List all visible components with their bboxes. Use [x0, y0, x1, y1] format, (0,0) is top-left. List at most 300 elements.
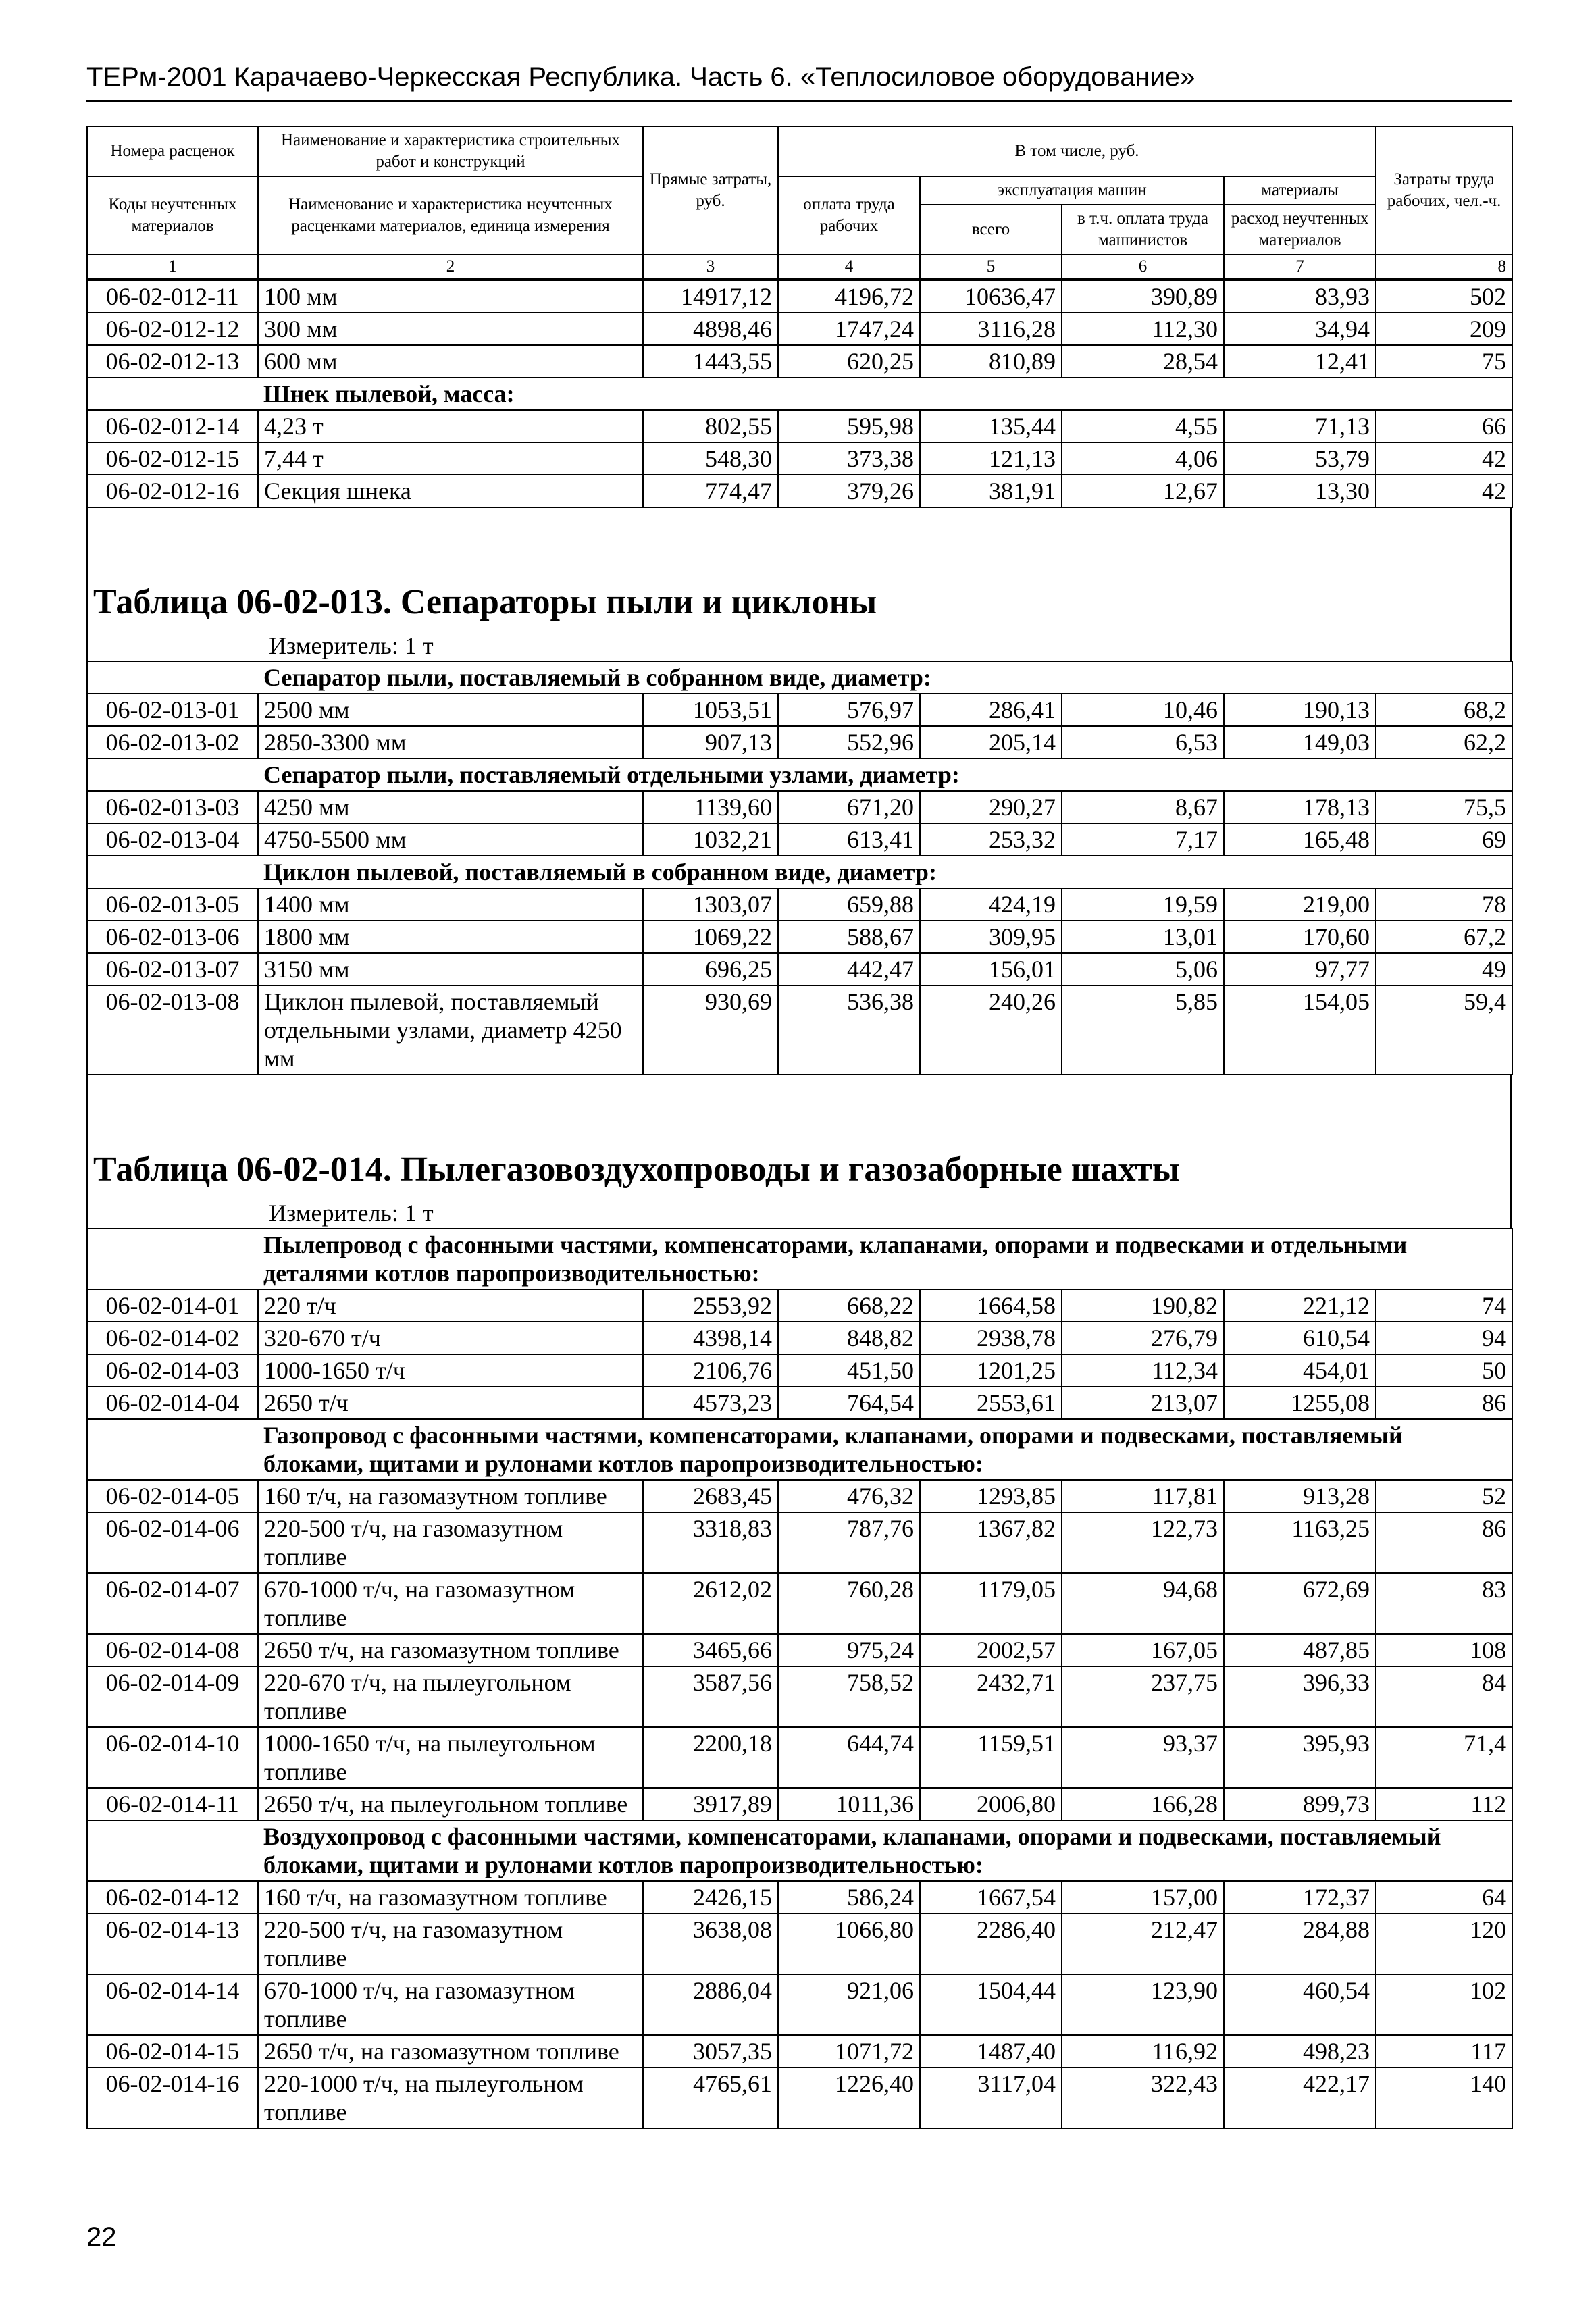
cell-worker-pay: 476,32 — [778, 1480, 920, 1512]
cell-operator-pay: 19,59 — [1062, 888, 1224, 921]
table-row — [87, 1666, 1512, 1727]
section-heading: Сепаратор пыли, поставляемый в собранном виде, диаметр: — [258, 661, 1512, 694]
cell-machines-total: 2006,80 — [920, 1788, 1062, 1820]
cell-work-name: 4750-5500 мм — [258, 823, 643, 856]
cell-direct-costs: 930,69 — [643, 985, 778, 1075]
cell-operator-pay: 390,89 — [1062, 280, 1224, 313]
cell-work-name: 7,44 т — [258, 442, 643, 475]
cell-direct-costs: 2200,18 — [643, 1727, 778, 1788]
cell-work-name: 670-1000 т/ч, на газомазутном топливе — [258, 1573, 643, 1634]
section-row — [87, 856, 1512, 888]
cell-rate-code: 06-02-014-10 — [87, 1727, 258, 1788]
cell-rate-code: 06-02-013-04 — [87, 823, 258, 856]
cell-worker-pay: 758,52 — [778, 1666, 920, 1727]
column-index-cell: 2 — [258, 255, 643, 279]
table-row — [87, 313, 1512, 345]
table-row — [87, 442, 1512, 475]
cell-direct-costs: 4765,61 — [643, 2067, 778, 2128]
cell-operator-pay: 157,00 — [1062, 1881, 1224, 1913]
cell-machines-total: 205,14 — [920, 726, 1062, 759]
document-body — [86, 126, 1512, 2129]
cell-labor-hours: 71,4 — [1376, 1727, 1512, 1788]
section-spacer-cell — [87, 759, 258, 791]
cell-labor-hours: 50 — [1376, 1354, 1512, 1387]
cell-worker-pay: 586,24 — [778, 1881, 920, 1913]
cell-worker-pay: 1071,72 — [778, 2035, 920, 2067]
cell-material-use: 97,77 — [1224, 953, 1376, 985]
cell-worker-pay: 659,88 — [778, 888, 920, 921]
cell-rate-code: 06-02-013-06 — [87, 921, 258, 953]
cell-worker-pay: 668,22 — [778, 1289, 920, 1322]
spacer — [86, 508, 1512, 548]
cell-worker-pay: 1066,80 — [778, 1913, 920, 1974]
cell-worker-pay: 451,50 — [778, 1354, 920, 1387]
cell-direct-costs: 3318,83 — [643, 1512, 778, 1573]
cell-direct-costs: 2553,92 — [643, 1289, 778, 1322]
section-row — [87, 661, 1512, 694]
cell-labor-hours: 108 — [1376, 1634, 1512, 1666]
cell-direct-costs: 2106,76 — [643, 1354, 778, 1387]
measure-013: Измеритель: 1 т — [86, 631, 1512, 661]
cell-material-use: 395,93 — [1224, 1727, 1376, 1788]
table-row — [87, 2067, 1512, 2128]
cell-operator-pay: 123,90 — [1062, 1974, 1224, 2035]
cell-machines-total: 3116,28 — [920, 313, 1062, 345]
cell-direct-costs: 2426,15 — [643, 1881, 778, 1913]
cell-rate-code: 06-02-014-07 — [87, 1573, 258, 1634]
cell-work-name: Секция шнека — [258, 475, 643, 507]
cell-labor-hours: 49 — [1376, 953, 1512, 985]
cell-labor-hours: 86 — [1376, 1387, 1512, 1419]
col-direct-costs: Прямые затраты, руб. — [643, 126, 778, 255]
table-row — [87, 823, 1512, 856]
section-spacer-cell — [87, 1419, 258, 1480]
table-row — [87, 1881, 1512, 1913]
cell-work-name: 160 т/ч, на газомазутном топливе — [258, 1480, 643, 1512]
column-index-cell: 7 — [1224, 255, 1376, 279]
cell-rate-code: 06-02-014-04 — [87, 1387, 258, 1419]
table-row — [87, 345, 1512, 378]
cell-machines-total: 156,01 — [920, 953, 1062, 985]
cell-worker-pay: 644,74 — [778, 1727, 920, 1788]
cell-work-name: 300 мм — [258, 313, 643, 345]
cell-work-name: 2650 т/ч, на газомазутном топливе — [258, 1634, 643, 1666]
cell-work-name: Циклон пылевой, поставляемый отдельными узлами, диаметр 4250 мм — [258, 985, 643, 1075]
table-row — [87, 1289, 1512, 1322]
cell-rate-code: 06-02-014-01 — [87, 1289, 258, 1322]
cell-worker-pay: 764,54 — [778, 1387, 920, 1419]
cell-labor-hours: 83 — [1376, 1573, 1512, 1634]
cell-material-use: 83,93 — [1224, 280, 1376, 313]
table-title-014: Таблица 06-02-014. Пылегазовоздухопроводы и газозаборные шахты — [86, 1116, 1512, 1198]
cell-rate-code: 06-02-014-09 — [87, 1666, 258, 1727]
cell-material-use: 422,17 — [1224, 2067, 1376, 2128]
cell-worker-pay: 576,97 — [778, 694, 920, 726]
cell-direct-costs: 3465,66 — [643, 1634, 778, 1666]
cell-material-use: 498,23 — [1224, 2035, 1376, 2067]
cell-worker-pay: 552,96 — [778, 726, 920, 759]
cell-labor-hours: 502 — [1376, 280, 1512, 313]
table-row — [87, 1512, 1512, 1573]
table-row — [87, 888, 1512, 921]
cell-worker-pay: 760,28 — [778, 1573, 920, 1634]
cell-direct-costs: 907,13 — [643, 726, 778, 759]
cell-machines-total: 290,27 — [920, 791, 1062, 823]
table-row — [87, 1913, 1512, 1974]
table-row — [87, 2035, 1512, 2067]
table-row — [87, 280, 1512, 313]
cell-operator-pay: 112,30 — [1062, 313, 1224, 345]
cell-machines-total: 240,26 — [920, 985, 1062, 1075]
column-index-cell: 8 — [1376, 255, 1512, 279]
cell-operator-pay: 167,05 — [1062, 1634, 1224, 1666]
cell-rate-code: 06-02-013-02 — [87, 726, 258, 759]
cell-rate-code: 06-02-014-14 — [87, 1974, 258, 2035]
section-spacer-cell — [87, 856, 258, 888]
cell-worker-pay: 442,47 — [778, 953, 920, 985]
cell-labor-hours: 42 — [1376, 442, 1512, 475]
section-row — [87, 1229, 1512, 1289]
cell-labor-hours: 74 — [1376, 1289, 1512, 1322]
col-work-name: Наименование и характеристика строительных работ и конструкций — [258, 126, 643, 176]
table-row — [87, 921, 1512, 953]
cell-material-use: 221,12 — [1224, 1289, 1376, 1322]
cell-labor-hours: 62,2 — [1376, 726, 1512, 759]
cell-direct-costs: 1032,21 — [643, 823, 778, 856]
cell-work-name: 320-670 т/ч — [258, 1322, 643, 1354]
cell-worker-pay: 588,67 — [778, 921, 920, 953]
cell-direct-costs: 1443,55 — [643, 345, 778, 378]
col-labor-hours: Затраты труда рабочих, чел.-ч. — [1376, 126, 1512, 255]
cell-direct-costs: 3587,56 — [643, 1666, 778, 1727]
cell-rate-code: 06-02-014-15 — [87, 2035, 258, 2067]
cell-operator-pay: 276,79 — [1062, 1322, 1224, 1354]
section-heading: Воздухопровод с фасонными частями, компенсаторами, клапанами, опорами и подвесками, поставляемый блоками, щитами и рулонами котлов паропроизводительностью: — [258, 1820, 1512, 1881]
cell-rate-code: 06-02-012-15 — [87, 442, 258, 475]
cell-labor-hours: 112 — [1376, 1788, 1512, 1820]
column-index-cell: 3 — [643, 255, 778, 279]
cell-work-name: 600 мм — [258, 345, 643, 378]
cell-direct-costs: 1069,22 — [643, 921, 778, 953]
cell-rate-code: 06-02-014-11 — [87, 1788, 258, 1820]
spacer — [86, 1075, 1512, 1116]
cell-rate-code: 06-02-012-16 — [87, 475, 258, 507]
cell-labor-hours: 66 — [1376, 410, 1512, 442]
cell-work-name: 160 т/ч, на газомазутном топливе — [258, 1881, 643, 1913]
section-spacer-cell — [87, 378, 258, 410]
cell-material-use: 178,13 — [1224, 791, 1376, 823]
cell-operator-pay: 117,81 — [1062, 1480, 1224, 1512]
cell-operator-pay: 4,55 — [1062, 410, 1224, 442]
cell-rate-code: 06-02-012-12 — [87, 313, 258, 345]
cell-rate-code: 06-02-012-13 — [87, 345, 258, 378]
col-material-name: Наименование и характеристика неучтенных расценками материалов, единица измерения — [258, 176, 643, 255]
cell-material-use: 672,69 — [1224, 1573, 1376, 1634]
cell-machines-total: 1159,51 — [920, 1727, 1062, 1788]
cell-material-use: 34,94 — [1224, 313, 1376, 345]
cell-operator-pay: 213,07 — [1062, 1387, 1224, 1419]
cell-material-use: 1163,25 — [1224, 1512, 1376, 1573]
cell-direct-costs: 3917,89 — [643, 1788, 778, 1820]
cell-material-use: 454,01 — [1224, 1354, 1376, 1387]
cell-rate-code: 06-02-014-05 — [87, 1480, 258, 1512]
cell-machines-total: 309,95 — [920, 921, 1062, 953]
cell-machines-total: 10636,47 — [920, 280, 1062, 313]
table-row — [87, 985, 1512, 1075]
cell-direct-costs: 1303,07 — [643, 888, 778, 921]
cell-rate-code: 06-02-013-05 — [87, 888, 258, 921]
cell-direct-costs: 14917,12 — [643, 280, 778, 313]
cell-operator-pay: 13,01 — [1062, 921, 1224, 953]
cell-worker-pay: 921,06 — [778, 1974, 920, 2035]
section-row — [87, 378, 1512, 410]
cell-operator-pay: 5,06 — [1062, 953, 1224, 985]
cell-labor-hours: 86 — [1376, 1512, 1512, 1573]
table-06-02-014 — [86, 1228, 1513, 2129]
cell-worker-pay: 1747,24 — [778, 313, 920, 345]
cell-worker-pay: 671,20 — [778, 791, 920, 823]
cell-worker-pay: 787,76 — [778, 1512, 920, 1573]
cell-operator-pay: 93,37 — [1062, 1727, 1224, 1788]
cell-labor-hours: 120 — [1376, 1913, 1512, 1974]
cell-material-use: 913,28 — [1224, 1480, 1376, 1512]
cell-material-use: 284,88 — [1224, 1913, 1376, 1974]
cell-direct-costs: 2886,04 — [643, 1974, 778, 2035]
cell-work-name: 1400 мм — [258, 888, 643, 921]
cell-material-use: 53,79 — [1224, 442, 1376, 475]
cell-machines-total: 810,89 — [920, 345, 1062, 378]
cell-operator-pay: 7,17 — [1062, 823, 1224, 856]
section-spacer-cell — [87, 1820, 258, 1881]
section-row — [87, 1419, 1512, 1480]
cell-rate-code: 06-02-014-16 — [87, 2067, 258, 2128]
cell-work-name: 220 т/ч — [258, 1289, 643, 1322]
table-row — [87, 1573, 1512, 1634]
cell-material-use: 154,05 — [1224, 985, 1376, 1075]
table-row — [87, 953, 1512, 985]
table-row — [87, 410, 1512, 442]
cell-direct-costs: 4898,46 — [643, 313, 778, 345]
cell-material-use: 12,41 — [1224, 345, 1376, 378]
cell-machines-total: 1179,05 — [920, 1573, 1062, 1634]
section-spacer-cell — [87, 661, 258, 694]
cell-worker-pay: 536,38 — [778, 985, 920, 1075]
cell-work-name: 220-1000 т/ч, на пылеугольном топливе — [258, 2067, 643, 2128]
cell-work-name: 4,23 т — [258, 410, 643, 442]
cell-material-use: 13,30 — [1224, 475, 1376, 507]
cell-direct-costs: 1053,51 — [643, 694, 778, 726]
cell-machines-total: 286,41 — [920, 694, 1062, 726]
cell-work-name: 4250 мм — [258, 791, 643, 823]
col-rate-number: Номера расценок — [87, 126, 258, 176]
cell-rate-code: 06-02-014-03 — [87, 1354, 258, 1387]
col-including: В том числе, руб. — [778, 126, 1376, 176]
cell-operator-pay: 6,53 — [1062, 726, 1224, 759]
cell-material-use: 149,03 — [1224, 726, 1376, 759]
cell-worker-pay: 620,25 — [778, 345, 920, 378]
cell-work-name: 2650 т/ч — [258, 1387, 643, 1419]
cell-operator-pay: 112,34 — [1062, 1354, 1224, 1387]
cell-labor-hours: 78 — [1376, 888, 1512, 921]
cell-operator-pay: 8,67 — [1062, 791, 1224, 823]
cell-operator-pay: 4,06 — [1062, 442, 1224, 475]
cell-operator-pay: 12,67 — [1062, 475, 1224, 507]
cell-machines-total: 1664,58 — [920, 1289, 1062, 1322]
cell-labor-hours: 67,2 — [1376, 921, 1512, 953]
cell-rate-code: 06-02-014-12 — [87, 1881, 258, 1913]
cell-direct-costs: 802,55 — [643, 410, 778, 442]
cell-material-use: 71,13 — [1224, 410, 1376, 442]
cell-direct-costs: 1139,60 — [643, 791, 778, 823]
cell-worker-pay: 379,26 — [778, 475, 920, 507]
cell-machines-total: 121,13 — [920, 442, 1062, 475]
cell-rate-code: 06-02-014-08 — [87, 1634, 258, 1666]
cell-labor-hours: 59,4 — [1376, 985, 1512, 1075]
cell-machines-total: 3117,04 — [920, 2067, 1062, 2128]
cell-work-name: 100 мм — [258, 280, 643, 313]
cell-work-name: 2650 т/ч, на пылеугольном топливе — [258, 1788, 643, 1820]
cell-material-use: 899,73 — [1224, 1788, 1376, 1820]
cell-operator-pay: 28,54 — [1062, 345, 1224, 378]
cell-operator-pay: 10,46 — [1062, 694, 1224, 726]
cell-labor-hours: 84 — [1376, 1666, 1512, 1727]
column-index-cell: 5 — [920, 255, 1062, 279]
cell-labor-hours: 117 — [1376, 2035, 1512, 2067]
cell-labor-hours: 140 — [1376, 2067, 1512, 2128]
cell-labor-hours: 102 — [1376, 1974, 1512, 2035]
page-header — [86, 58, 1512, 102]
cell-rate-code: 06-02-014-13 — [87, 1913, 258, 1974]
cell-worker-pay: 613,41 — [778, 823, 920, 856]
table-row — [87, 791, 1512, 823]
cell-direct-costs: 4398,14 — [643, 1322, 778, 1354]
cell-operator-pay: 190,82 — [1062, 1289, 1224, 1322]
cell-material-use: 487,85 — [1224, 1634, 1376, 1666]
cell-machines-total: 253,32 — [920, 823, 1062, 856]
section-heading: Сепаратор пыли, поставляемый отдельными узлами, диаметр: — [258, 759, 1512, 791]
cell-material-use: 190,13 — [1224, 694, 1376, 726]
col-worker-pay: оплата труда рабочих — [778, 176, 920, 255]
table-row — [87, 1387, 1512, 1419]
cell-operator-pay: 116,92 — [1062, 2035, 1224, 2067]
cell-direct-costs: 3057,35 — [643, 2035, 778, 2067]
cell-machines-total: 2002,57 — [920, 1634, 1062, 1666]
cell-worker-pay: 373,38 — [778, 442, 920, 475]
table-row — [87, 1974, 1512, 2035]
cell-machines-total: 2286,40 — [920, 1913, 1062, 1974]
cell-material-use: 1255,08 — [1224, 1387, 1376, 1419]
cell-machines-total: 381,91 — [920, 475, 1062, 507]
column-index-cell: 4 — [778, 255, 920, 279]
cell-direct-costs: 2683,45 — [643, 1480, 778, 1512]
column-index-cell: 6 — [1062, 255, 1224, 279]
cell-machines-total: 2938,78 — [920, 1322, 1062, 1354]
section-row — [87, 1820, 1512, 1881]
section-heading: Шнек пылевой, масса: — [258, 378, 1512, 410]
cell-operator-pay: 166,28 — [1062, 1788, 1224, 1820]
rates-table-header — [86, 126, 1513, 280]
cell-operator-pay: 5,85 — [1062, 985, 1224, 1075]
cell-machines-total: 1293,85 — [920, 1480, 1062, 1512]
cell-direct-costs: 3638,08 — [643, 1913, 778, 1974]
table-title-013: Таблица 06-02-013. Сепараторы пыли и циклоны — [86, 548, 1512, 631]
cell-material-use: 610,54 — [1224, 1322, 1376, 1354]
col-material-codes: Коды неучтенных материалов — [87, 176, 258, 255]
cell-work-name: 670-1000 т/ч, на газомазутном топливе — [258, 1974, 643, 2035]
cell-direct-costs: 2612,02 — [643, 1573, 778, 1634]
table-row — [87, 475, 1512, 507]
cell-direct-costs: 696,25 — [643, 953, 778, 985]
cell-operator-pay: 322,43 — [1062, 2067, 1224, 2128]
table-row — [87, 726, 1512, 759]
column-index-row — [87, 255, 1512, 279]
col-materials: материалы — [1224, 176, 1376, 205]
cell-machines-total: 1504,44 — [920, 1974, 1062, 2035]
cell-labor-hours: 69 — [1376, 823, 1512, 856]
cell-operator-pay: 212,47 — [1062, 1913, 1224, 1974]
cell-work-name: 3150 мм — [258, 953, 643, 985]
cell-labor-hours: 42 — [1376, 475, 1512, 507]
table-row — [87, 1634, 1512, 1666]
page-header-title: ТЕРм-2001 Карачаево-Черкесская Республика. Часть 6. «Теплосиловое оборудование» — [86, 62, 1195, 92]
cell-machines-total: 424,19 — [920, 888, 1062, 921]
cell-material-use: 172,37 — [1224, 1881, 1376, 1913]
cell-operator-pay: 237,75 — [1062, 1666, 1224, 1727]
cell-work-name: 220-500 т/ч, на газомазутном топливе — [258, 1913, 643, 1974]
section-heading: Газопровод с фасонными частями, компенсаторами, клапанами, опорами и подвесками, поставляемый блоками, щитами и рулонами котлов паропроизводительностью: — [258, 1419, 1512, 1480]
table-row — [87, 1788, 1512, 1820]
cell-worker-pay: 975,24 — [778, 1634, 920, 1666]
cell-rate-code: 06-02-013-07 — [87, 953, 258, 985]
cell-work-name: 2500 мм — [258, 694, 643, 726]
section-heading: Циклон пылевой, поставляемый в собранном виде, диаметр: — [258, 856, 1512, 888]
cell-machines-total: 1201,25 — [920, 1354, 1062, 1387]
cell-rate-code: 06-02-013-08 — [87, 985, 258, 1075]
section-spacer-cell — [87, 1229, 258, 1289]
cell-machines-total: 2432,71 — [920, 1666, 1062, 1727]
table-row — [87, 1322, 1512, 1354]
cell-work-name: 1000-1650 т/ч — [258, 1354, 643, 1387]
cell-rate-code: 06-02-013-03 — [87, 791, 258, 823]
col-material-use: расход неучтенных материалов — [1224, 205, 1376, 255]
column-index-cell: 1 — [87, 255, 258, 279]
cell-direct-costs: 774,47 — [643, 475, 778, 507]
cell-rate-code: 06-02-012-14 — [87, 410, 258, 442]
cell-operator-pay: 122,73 — [1062, 1512, 1224, 1573]
cell-rate-code: 06-02-014-02 — [87, 1322, 258, 1354]
cell-worker-pay: 595,98 — [778, 410, 920, 442]
cell-labor-hours: 94 — [1376, 1322, 1512, 1354]
cell-machines-total: 1487,40 — [920, 2035, 1062, 2067]
cell-work-name: 220-500 т/ч, на газомазутном топливе — [258, 1512, 643, 1573]
page-number: 22 — [86, 2222, 117, 2252]
cell-worker-pay: 1011,36 — [778, 1788, 920, 1820]
table-row — [87, 1354, 1512, 1387]
cell-machines-total: 135,44 — [920, 410, 1062, 442]
cell-material-use: 460,54 — [1224, 1974, 1376, 2035]
cell-rate-code: 06-02-013-01 — [87, 694, 258, 726]
cell-worker-pay: 4196,72 — [778, 280, 920, 313]
cell-rate-code: 06-02-012-11 — [87, 280, 258, 313]
cell-material-use: 396,33 — [1224, 1666, 1376, 1727]
table-row — [87, 694, 1512, 726]
cell-direct-costs: 4573,23 — [643, 1387, 778, 1419]
section-row — [87, 759, 1512, 791]
cell-machines-total: 2553,61 — [920, 1387, 1062, 1419]
table-row — [87, 1727, 1512, 1788]
cell-material-use: 170,60 — [1224, 921, 1376, 953]
col-operator-pay: в т.ч. оплата труда машинистов — [1062, 205, 1224, 255]
